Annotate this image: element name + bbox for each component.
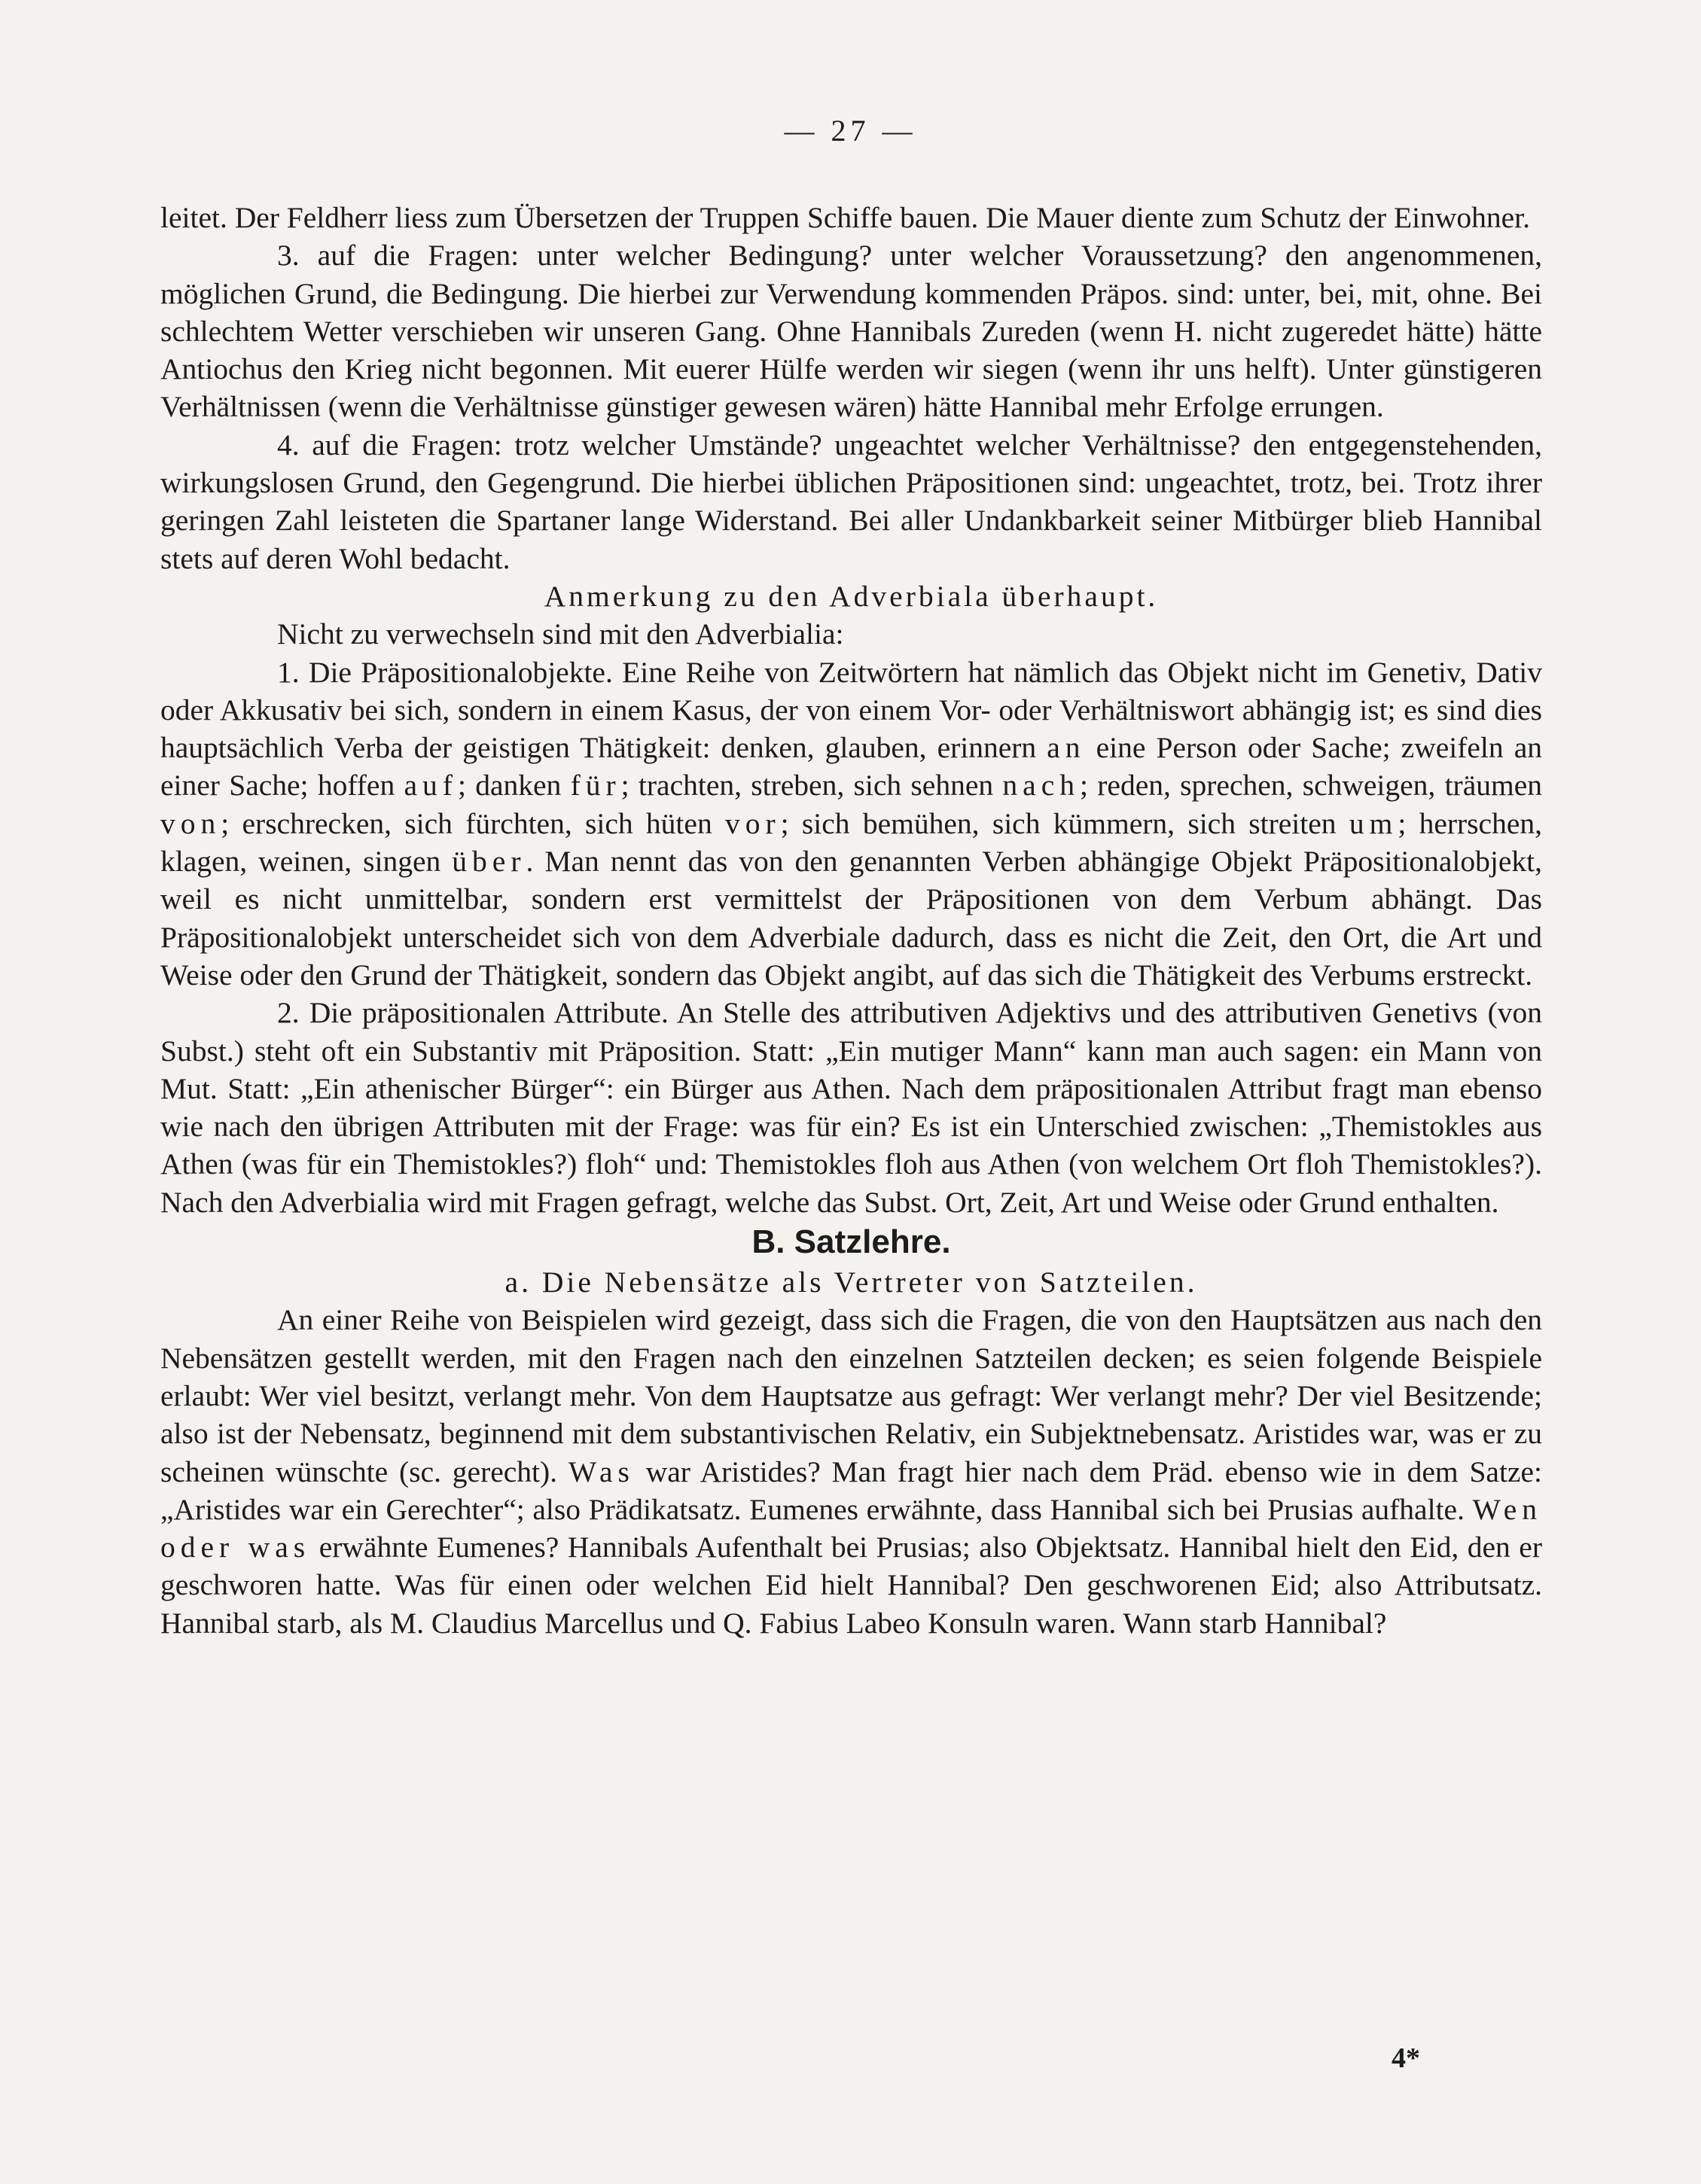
page-number: — 27 —: [784, 114, 917, 148]
subsection-heading-nebensaetze: a. Die Nebensätze als Vertreter von Satzteilen.: [505, 1266, 1198, 1299]
text-run: war Aristides? Man fragt hier nach dem Präd. ebenso wie in dem Satze: „Aristides war ein Gerechter“; also Prädikatsatz. Eumenes erwähnte, dass Hannibal sich bei Prusias aufhalte.: [160, 1454, 1542, 1526]
text-run: . Man nennt das von den genannten Verben abhängige Objekt Präpositionalobjekt, weil es nicht unmittelbar, sondern erst vermittelst der Präpositionen von dem Verbum abhängt. Das Präpositionalobjekt unterscheidet sich von dem Adverbiale dadurch, dass es nicht die Zeit, den Ort, die Art und Weise oder den Grund der Thätigkeit, sondern das Objekt angibt, auf das sich die Thätigkeit des Verbums erstreckt.: [160, 845, 1542, 991]
text-run: An einer Reihe von Beispielen wird gezeigt, dass sich die Fragen, die von den Hauptsätzen aus nach den Nebensätzen gestellt werden, mit den Fragen nach den einzelnen Satzteilen decken; es seien folgende Beispiele erlaubt: Wer viel besitzt, verlangt mehr. Von dem Hauptsatze aus gefragt: Wer verlangt mehr? Der viel Besitzende; also ist der Nebensatz, beginnend mit dem substantivischen Relativ, ein Subjektnebensatz. Aristides war, was er zu scheinen wünschte (sc. gerecht).: [160, 1303, 1542, 1488]
signature-mark: 4*: [1392, 2042, 1420, 2074]
text-run: eine Person oder Sache; zweifeln an einer Sache; hoffen: [160, 731, 1542, 803]
text-run: ; reden, sprechen, schweigen, träumen: [1080, 769, 1543, 803]
body-text: [160, 199, 1542, 1642]
paragraph-1: leitet. Der Feldherr liess zum Übersetzen der Truppen Schiffe bauen. Die Mauer diente zum Schutz der Einwohner.: [160, 201, 1531, 234]
text-run: ; herrschen, klagen, weinen, singen: [160, 806, 1542, 879]
text-run: 1. Die Präpositionalobjekte. Eine Reihe von Zeitwörtern hat nämlich das Objekt nicht im Genetiv, Dativ oder Akkusativ bei sich, sondern in einem Kasus, der von einem Vor- oder Verhältniswort abhängig ist; es sind dies hauptsächlich Verba der geistigen Thätigkeit: denken, glauben, erinnern: [160, 655, 1542, 765]
emphasis-um: um: [1349, 806, 1398, 840]
paragraph-7: [160, 1301, 1542, 1642]
paragraph-3: 4. auf die Fragen: trotz welcher Umstände? ungeachtet welcher Verhältnisse? den entgegenstehenden, wirkungslosen Grund, den Gegengrund. Die hierbei üblichen Präpositionen sind: ungeachtet, trotz, bei. Trotz ihrer geringen Zahl leisteten die Spartaner lange Widerstand. Bei aller Undankbarkeit seiner Mitbürger blieb Hannibal stets auf deren Wohl bedacht.: [160, 428, 1542, 575]
paragraph-2: 3. auf die Fragen: unter welcher Bedingung? unter welcher Voraussetzung? den angenommenen, möglichen Grund, die Bedingung. Die hierbei zur Verwendung kommenden Präpos. sind: unter, bei, mit, ohne. Bei schlechtem Wetter verschieben wir unseren Gang. Ohne Hannibals Zureden (wenn H. nicht zugeredet hätte) hätte Antiochus den Krieg nicht begonnen. Mit euerer Hülfe werden wir siegen (wenn ihr uns helft). Unter günstigeren Verhältnissen (wenn die Verhältnisse günstiger gewesen wären) hätte Hannibal mehr Erfolge errungen.: [160, 239, 1542, 424]
paragraph-5: [160, 653, 1542, 995]
emphasis-an: an: [1047, 731, 1086, 765]
text-run: ; danken: [457, 769, 571, 803]
paragraph-4: Nicht zu verwechseln sind mit den Adverbialia:: [277, 617, 844, 651]
heading-anmerkung: Anmerkung zu den Adverbiala überhaupt.: [544, 579, 1159, 613]
text-run: ; erschrecken, sich fürchten, sich hüten: [221, 806, 725, 840]
section-heading-satzlehre: B. Satzlehre.: [751, 1223, 951, 1261]
emphasis-auf: auf: [404, 769, 458, 803]
emphasis-von: von: [160, 806, 221, 840]
paragraph-6: 2. Die präpositionalen Attribute. An Stelle des attributiven Adjektivs und des attributiven Genetivs (von Subst.) steht oft ein Substantiv mit Präposition. Statt: „Ein mutiger Mann“ kann man auch sagen: ein Mann von Mut. Statt: „Ein athenischer Bürger“: ein Bürger aus Athen. Nach dem präpositionalen Attribut fragt man ebenso wie nach den übrigen Attributen mit der Frage: was für ein? Es ist ein Unterschied zwischen: „Themistokles aus Athen (was für ein Themistokles?) floh“ und: Themistokles floh aus Athen (von welchem Ort floh Themistokles?). Nach den Adverbialia wird mit Fragen gefragt, welche das Subst. Ort, Zeit, Art und Weise oder Grund enthalten.: [160, 996, 1542, 1219]
emphasis-nach: nach: [1002, 769, 1080, 803]
emphasis-vor: vor: [725, 806, 781, 840]
text-run: erwähnte Eumenes? Hannibals Aufenthalt bei Prusias; also Objektsatz. Hannibal hielt den Eid, den er geschworen hatte. Was für einen oder welchen Eid hielt Hannibal? Den geschworenen Eid; also Attributsatz. Hannibal starb, als M. Claudius Marcellus und Q. Fabius Labeo Konsuln waren. Wann starb Hannibal?: [160, 1531, 1542, 1640]
emphasis-fuer: für: [570, 769, 621, 803]
emphasis-was: Was: [568, 1454, 635, 1488]
emphasis-ueber: über: [452, 845, 526, 879]
text-run: ; trachten, streben, sich sehnen: [620, 769, 1003, 803]
text-run: ; sich bemühen, sich kümmern, sich streiten: [780, 806, 1349, 840]
emphasis-wen-oder-was: Wen oder was: [160, 1492, 1542, 1564]
